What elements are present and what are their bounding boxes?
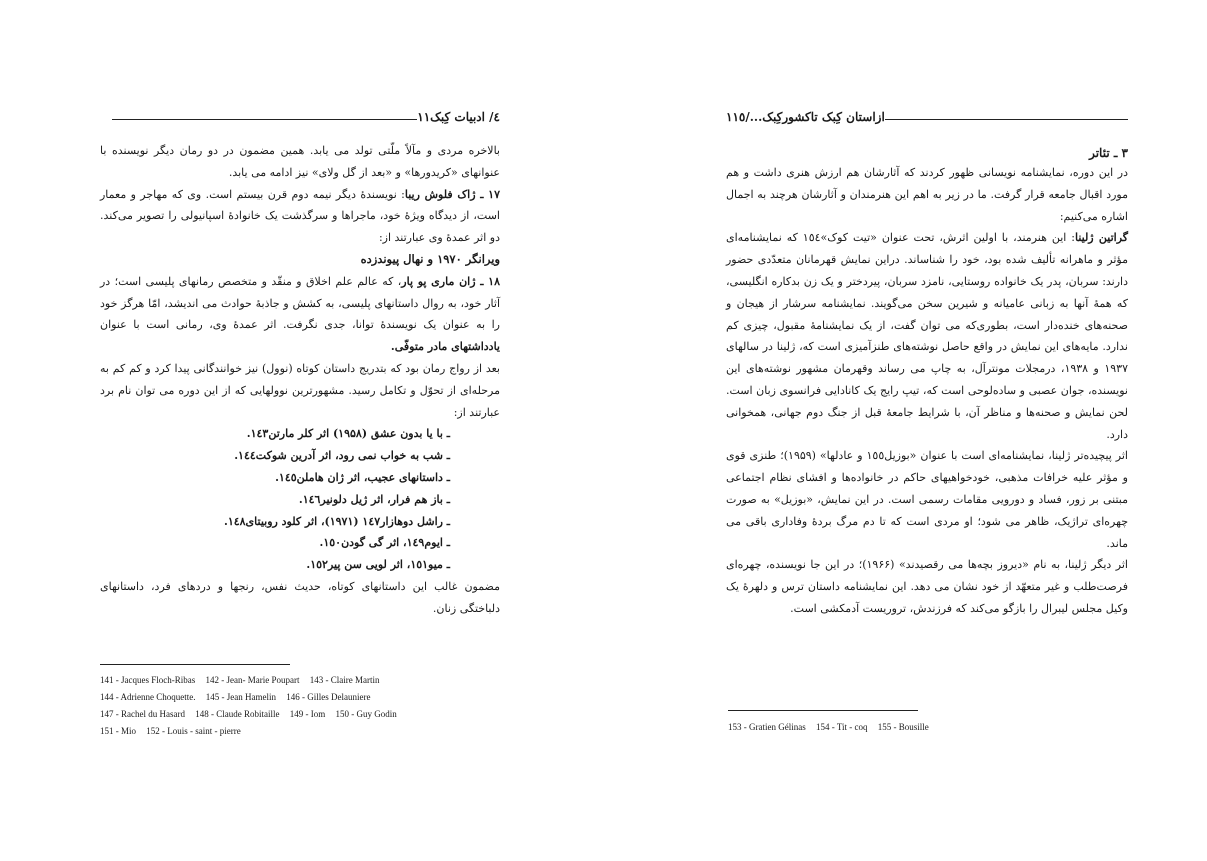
footnote: 152 - Louis - saint - pierre: [146, 726, 241, 736]
footnote: 146 - Gilles Delauniere: [286, 692, 371, 702]
footnote: 150 - Guy Godin: [335, 709, 397, 719]
paragraph: [100, 271, 500, 358]
footnote: 151 - Mio: [100, 726, 136, 736]
footnote-row: [100, 723, 405, 740]
footnote: 155 - Bousille: [877, 722, 929, 732]
footnote: 141 - Jacques Floch-Ribas: [100, 675, 196, 685]
paragraph: اثر پیچیده‌تر ژلینا، نمایشنامه‌ای است با عنوان «بوزیل۱٥٥ و عادلها» (۱۹۵۹)؛ طنزی قوی و مؤثر علیه خرافات مذهبی، خودخواهیهای حاکم در خانواده‌ها و افشای نظام اجتماعی مبتنی بر زور، فساد و دورویی مقامات رسمی است. در این نمایش، «بوزیل» به صورت چهره‌ای تراژیک، ظاهر می شود؛ او مردی است که تا دم مرگ بردهٔ وفاداری باقی می ماند.: [726, 449, 1128, 550]
paragraph: [100, 184, 500, 249]
paragraph-text: : نویسندهٔ دیگر نیمه دوم قرن بیستم است. وی که مهاجر و معمار است، از دیدگاه ویژهٔ خود، ماجراها و سرگذشت یک خانوادهٔ اسپانیولی را تصویر می‌کند. دو اثر عمدهٔ وی عبارتند از:: [100, 187, 500, 245]
footnote-row: [728, 719, 937, 736]
footnote: 143 - Claire Martin: [309, 675, 380, 685]
left-page-number-title: ۱۱٤/ ادبیات کِبک: [417, 110, 500, 124]
right-footnotes: [728, 719, 937, 736]
list-item: ـ راشل دوهازار۱٤۷ (۱۹۷۱)، اثر کلود روبیتای۱٤۸.: [223, 514, 450, 528]
author-heading: گراتین ژلینا: [1074, 231, 1129, 245]
section-heading: ۳ ـ تئاتر: [1089, 146, 1128, 160]
right-page-body: [726, 162, 1128, 620]
footnote: 144 - Adrienne Choquette.: [100, 692, 196, 702]
list-item: ـ با یا بدون عشق (۱۹۵۸) اثر کلر مارتن۱٤۳.: [246, 427, 450, 441]
footnote-rule: [100, 664, 290, 665]
right-page-header: [726, 100, 1128, 124]
list-item: ـ باز هم فرار، اثر ژیل دلونیر۱٤٦.: [298, 492, 450, 506]
paragraph: [726, 227, 1128, 445]
list-item: ـ میو۱٥۱، اثر لویی سن پیر۱٥۲.: [306, 558, 450, 572]
footnote: 154 - Tit - coq: [815, 722, 868, 732]
footnote: 142 - Jean- Marie Poupart: [205, 675, 300, 685]
left-page-body: [100, 140, 500, 620]
footnote-row: [100, 672, 405, 689]
footnote-row: [100, 689, 405, 706]
paragraph: در این دوره، نمایشنامه نویسانی ظهور کردند که آثارشان هم ارزش هنری داشت و هم مورد اقبال جامعه قرار گرفت. ما در زیر به اهم این هنرمندان و آثارشان هرچند به اجمال اشاره می‌کنیم:: [726, 166, 1128, 223]
footnote: 149 - Iom: [289, 709, 326, 719]
header-rule: [112, 119, 417, 120]
left-page: [100, 100, 500, 760]
footnote: 147 - Rachel du Hasard: [100, 709, 185, 719]
left-footnotes: [100, 672, 405, 740]
paragraph-text: ، که عالم علم اخلاق و منقّد و متخصص رمانهای پلیسی است؛ در آثار خود، به روال داستانهای پلیسی، به کشش و جاذبهٔ حوادث می اندیشد، امّا هرگز خود را به عنوان یک نویسندهٔ توانا، جدی نگرفت. اثر عمدهٔ وی، رمانی است با عنوان: [100, 274, 500, 332]
footnote: 153 - Gratien Gélinas: [728, 722, 806, 732]
footnote-row: [100, 706, 405, 723]
paragraph: اثر دیگر ژلینا، به نام «دیروز بچه‌ها می رقصیدند» (۱۹۶۶)؛ در این جا نویسنده، چهره‌ای فرصت‌طلب و غیر متعهّد از خود نشان می دهد. این نمایشنامه داستان ترس و دلهرهٔ یک وکیل مجلس لیبرال را بازگو می‌کند که فرزندش، تروریست آدمکشی است.: [726, 558, 1128, 615]
paragraph-text: : این هنرمند، با اولین اثرش، تحت عنوان «تیت کوک»۱٥٤ که نمایشنامه‌ای مؤثر و ماهرانه تألیف شده بود، خود را شناساند. دراین نمایش قهرمانان متعدّدی حضور دارند: سربان، پدر یک خانواده روستایی، نامزد سربان، پیردختر و یک زن بدکاره انگلیسی، که همهٔ آنها به زبانی عامیانه و شیرین سخن می‌گویند. نمایشنامه سرشار از هیجان و صحنه‌های خنده‌دار است، بطوری‌که می توان گفت، از یک نمایشنامهٔ مقبول، چیزی کم ندارد. مایه‌های این نمایش در واقع حاصل نوشته‌های طنزآمیزی است که، ژلینا در سالهای ۱۹۳۷ و ۱۹۳۸، درمجلات مونترآل، به چاپ می رساند وقهرمان مشهور نوشته‌های این نویسنده، جوان عصبی و ساده‌لوحی است که، تیپ رایج یک کانادایی فرانسوی زبان است. لحن نمایش و صحنه‌ها و مناظر آن، با شرایط جامعهٔ قبل از جنگ دوم جهانی، همخوانی دارد.: [726, 231, 1128, 441]
right-page-number-title: ازاستان کِبک تاکشورکِبک.../۱۱٥: [726, 110, 885, 124]
paragraph: بعد از رواج رمان بود که بتدریج داستان کوتاه (نوول) نیز خوانندگانی پیدا کرد و کم کم به مرحله‌ای از تحوّل و تکامل رسید. مشهورترین نوولهایی که از این دوره می توان نام برد عبارتند از:: [100, 361, 500, 419]
footnote: 145 - Jean Hamelin: [205, 692, 276, 702]
left-page-header: [100, 100, 500, 124]
novella-list: [100, 423, 500, 576]
footnote: 148 - Claude Robitaille: [195, 709, 280, 719]
header-rule: [885, 119, 1128, 120]
paragraph: مضمون غالب این داستانهای کوتاه، حدیث نفس، رنجها و دردهای فرد، داستانهای دلباختگی زنان.: [100, 579, 500, 615]
work-title: یادداشتهای مادر متوفّی.: [390, 340, 500, 354]
footnote-rule: [728, 710, 918, 711]
author-heading: ۱۷ ـ ژاک فلوش ریبا: [404, 187, 500, 201]
list-item: ـ داستانهای عجیب، اثر ژان هاملن۱٤٥.: [275, 470, 450, 484]
right-page: [726, 100, 1128, 760]
author-heading: ۱۸ ـ ژان ماری پو پار: [401, 274, 500, 288]
works-title: ویرانگر ۱۹۷۰ و نهال پیوندزده: [360, 251, 500, 266]
paragraph: بالاخره مردی و مآلاً ملّتی تولد می یابد. همین مضمون در دو رمان دیگر نویسنده با عنوانهای «کریدورها» و «بعد از گل ولای» نیز ادامه می یابد.: [100, 144, 500, 179]
list-item: ـ ایوم۱٤۹، اثر گی گودن۱٥۰.: [319, 536, 450, 550]
list-item: ـ شب به خواب نمی رود، اثر آدرین شوکت۱٤٤.: [234, 449, 450, 463]
